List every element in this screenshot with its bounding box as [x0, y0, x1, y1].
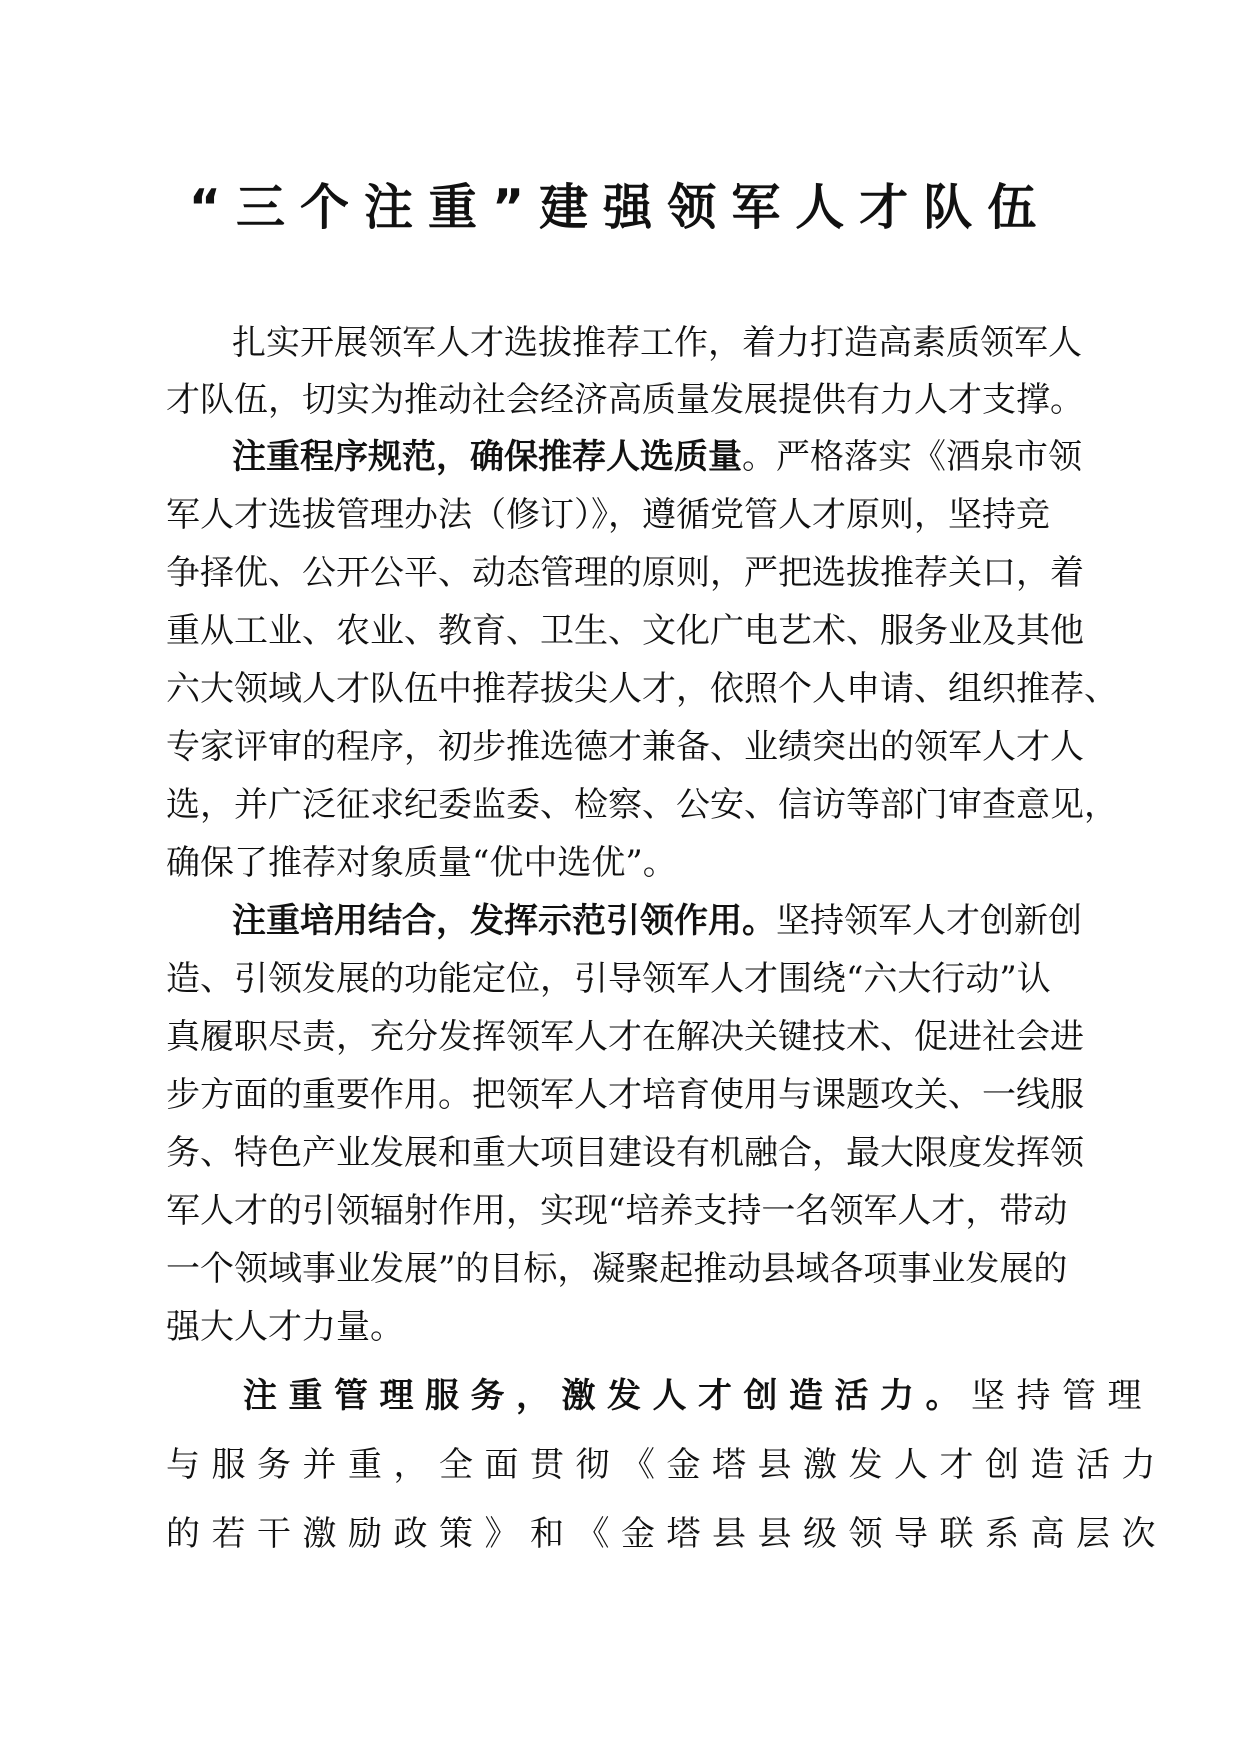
- section-heading: 注重程序规范，确保推荐人选质量: [232, 437, 742, 477]
- paragraph-line: 军人才的引领辐射作用，实现“培养支持一名领军人才，带动: [166, 1191, 1068, 1231]
- paragraph-line: 一个领域事业发展”的目标，凝聚起推动县域各项事业发展的: [166, 1249, 1068, 1289]
- paragraph-line: 军人才选拔管理办法（修订）》，遵循党管人才原则，坚持竞: [166, 495, 1050, 535]
- paragraph-line: 重从工业、农业、教育、卫生、文化广电艺术、服务业及其他: [166, 611, 1084, 651]
- paragraph-line: 造、引领发展的功能定位，引导领军人才围绕“六大行动”认: [166, 959, 1051, 999]
- paragraph-line: 选，并广泛征求纪委监委、检察、公安、信访等部门审查意见，: [166, 785, 1118, 825]
- paragraph-line: 强大人才力量。: [166, 1307, 404, 1347]
- paragraph-line: [243, 1371, 1153, 1421]
- section-heading: 注重培用结合，发挥示范引领作用。: [232, 901, 776, 941]
- paragraph-line: [232, 896, 1082, 946]
- paragraph-line: 确保了推荐对象质量“优中选优”。: [166, 843, 677, 883]
- document-title: “三个注重”建强领军人才队伍: [188, 179, 1052, 236]
- paragraph-line: 争择优、公开公平、动态管理的原则，严把选拔推荐关口，着: [166, 553, 1084, 593]
- paragraph-line: 的若干激励政策》和《金塔县县级领导联系高层次: [166, 1514, 1167, 1554]
- section-heading: 注重管理服务，激发人才创造活力。: [243, 1376, 971, 1416]
- paragraph-line: 步方面的重要作用。把领军人才培育使用与课题攻关、一线服: [166, 1075, 1084, 1115]
- paragraph-line: 六大领域人才队伍中推荐拔尖人才，依照个人申请、组织推荐、: [166, 669, 1118, 709]
- paragraph-line: 扎实开展领军人才选拔推荐工作，着力打造高素质领军人: [232, 323, 1082, 363]
- paragraph-text: 坚持领军人才创新创: [776, 901, 1082, 941]
- paragraph-text: 坚持管理: [971, 1376, 1153, 1416]
- paragraph-line: 务、特色产业发展和重大项目建设有机融合，最大限度发挥领: [166, 1133, 1084, 1173]
- paragraph-line: 才队伍，切实为推动社会经济高质量发展提供有力人才支撑。: [166, 380, 1084, 420]
- paragraph-text: 。严格落实《酒泉市领: [742, 437, 1082, 477]
- paragraph-line: 专家评审的程序，初步推选德才兼备、业绩突出的领军人才人: [166, 727, 1084, 767]
- paragraph-line: [232, 432, 1082, 482]
- paragraph-line: 真履职尽责，充分发挥领军人才在解决关键技术、促进社会进: [166, 1017, 1084, 1057]
- paragraph-line: 与服务并重，全面贯彻《金塔县激发人才创造活力: [166, 1445, 1167, 1485]
